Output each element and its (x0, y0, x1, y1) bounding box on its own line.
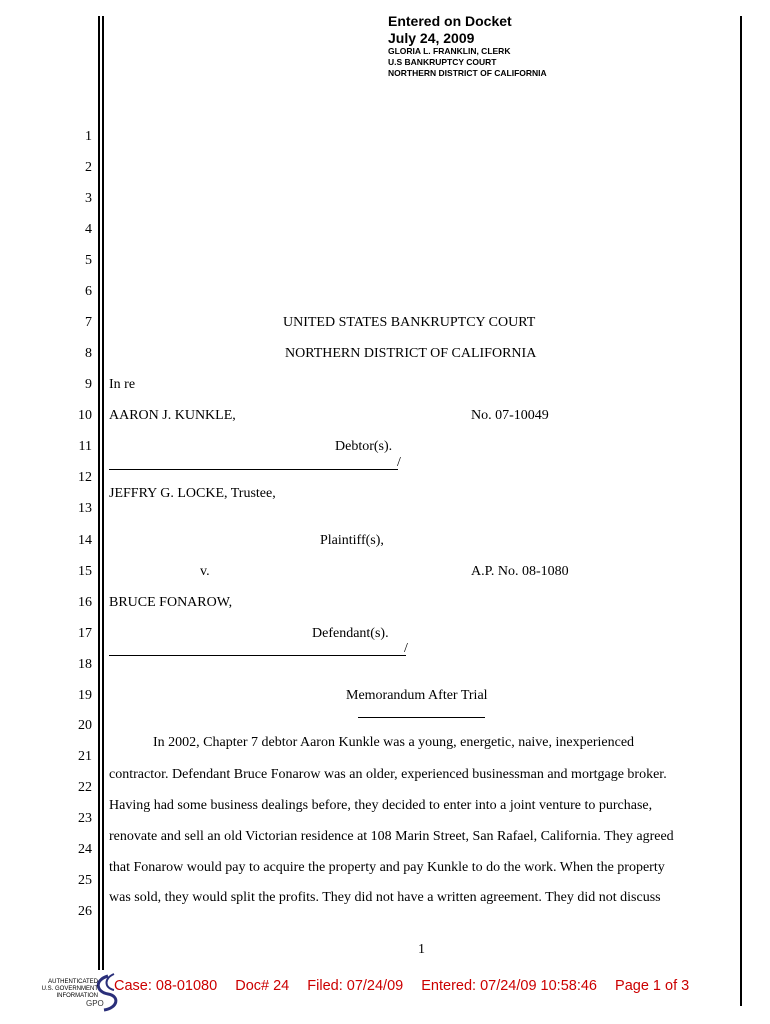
line-number: 1 (85, 129, 92, 144)
caption-plaintiff-name: JEFFRY G. LOCKE, Trustee, (109, 486, 276, 501)
caption-plaintiff-label: Plaintiff(s), (320, 533, 384, 548)
docket-stamp-district: NORTHERN DISTRICT OF CALIFORNIA (388, 68, 547, 78)
line-number: 19 (78, 688, 92, 703)
caption-debtor-name: AARON J. KUNKLE, (109, 408, 236, 423)
gpo-text-line-2: U.S. GOVERNMENT (41, 986, 98, 992)
line-number: 6 (85, 284, 92, 299)
memo-title-underline (358, 717, 485, 718)
line-number: 25 (78, 873, 92, 888)
memo-title: Memorandum After Trial (346, 688, 488, 703)
line-number: 12 (78, 470, 92, 485)
line-number: 26 (78, 904, 92, 919)
caption-rule-1-slash: / (397, 455, 401, 470)
caption-versus: v. (200, 564, 210, 579)
line-number: 16 (78, 595, 92, 610)
caption-rule-1 (109, 469, 398, 470)
line-number: 4 (85, 222, 92, 237)
line-number: 17 (78, 626, 92, 641)
court-district: NORTHERN DISTRICT OF CALIFORNIA (285, 346, 537, 361)
line-number: 5 (85, 253, 92, 268)
footer-page-count: Page 1 of 3 (615, 978, 690, 994)
body-line-5: that Fonarow would pay to acquire the property and pay Kunkle to do the work. When the property (109, 860, 665, 875)
line-number: 11 (78, 439, 92, 454)
line-number: 2 (85, 160, 92, 175)
caption-case-number: No. 07-10049 (471, 408, 549, 423)
line-number: 13 (78, 501, 92, 516)
docket-stamp-title: Entered on Docket (388, 13, 512, 29)
page-number: 1 (418, 942, 425, 957)
footer-entered-date: Entered: 07/24/09 10:58:46 (421, 978, 597, 994)
line-number: 22 (78, 780, 92, 795)
left-margin-rule-outer (98, 16, 100, 970)
gpo-text-line-1: AUTHENTICATED (48, 979, 98, 985)
body-line-3: Having had some business dealings before, they decided to enter into a joint venture to purchase, (109, 798, 653, 813)
line-number: 18 (78, 657, 92, 672)
gpo-mark: GPO (86, 999, 104, 1008)
caption-debtor-label: Debtor(s). (335, 439, 393, 454)
line-number: 24 (78, 842, 92, 857)
line-number: 21 (78, 749, 92, 764)
body-line-2: contractor. Defendant Bruce Fonarow was an older, experienced businessman and mortgage broker. (109, 767, 667, 782)
left-margin-rule-inner (102, 16, 104, 970)
docket-stamp-clerk: GLORIA L. FRANKLIN, CLERK (388, 46, 511, 56)
caption-ap-number: A.P. No. 08-1080 (471, 564, 569, 579)
line-number: 14 (78, 533, 92, 548)
court-name: UNITED STATES BANKRUPTCY COURT (283, 315, 536, 330)
body-line-6: was sold, they would split the profits. They did not have a written agreement. They did not discuss (109, 890, 661, 905)
footer-doc-number: Doc# 24 (235, 978, 290, 994)
caption-rule-2 (109, 655, 406, 656)
line-number: 3 (85, 191, 92, 206)
caption-defendant-name: BRUCE FONAROW, (109, 595, 233, 610)
body-line-1: In 2002, Chapter 7 debtor Aaron Kunkle was a young, energetic, naive, inexperienced (153, 735, 635, 750)
docket-stamp-date: July 24, 2009 (388, 30, 475, 46)
caption-defendant-label: Defendant(s). (312, 626, 389, 641)
footer-filed-date: Filed: 07/24/09 (307, 978, 404, 994)
line-number: 9 (85, 377, 92, 392)
line-number: 23 (78, 811, 92, 826)
caption-rule-2-slash: / (404, 641, 408, 656)
filing-footer (114, 978, 703, 994)
docket-stamp-court: U.S BANKRUPTCY COURT (388, 57, 497, 67)
body-line-4: renovate and sell an old Victorian residence at 108 Marin Street, San Rafael, California. They agreed (109, 829, 674, 844)
footer-case-number: Case: 08-01080 (114, 978, 218, 994)
line-number: 20 (78, 718, 92, 733)
gpo-text-line-3: INFORMATION (56, 993, 98, 999)
line-number: 8 (85, 346, 92, 361)
caption-in-re: In re (109, 377, 136, 392)
line-number: 10 (78, 408, 92, 423)
line-number: 7 (85, 315, 92, 330)
line-number: 15 (78, 564, 92, 579)
right-margin-rule (740, 16, 742, 1006)
